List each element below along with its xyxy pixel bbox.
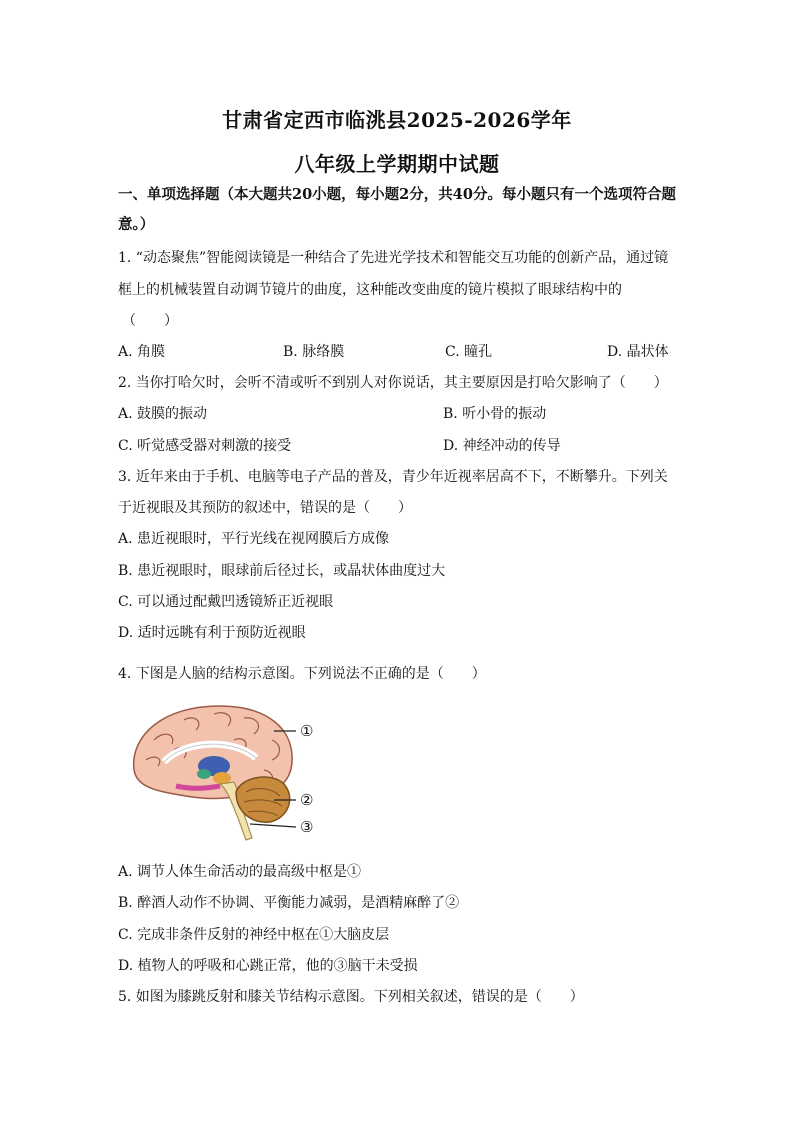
question-4-option-a: A. 调节人体生命活动的最高级中枢是①: [118, 864, 362, 880]
question-2-option-d: D. 神经冲动的传导: [443, 438, 561, 454]
figure-label-2: ②: [300, 791, 314, 809]
question-3-option-b: B. 患近视眼时，眼球前后径过长，或晶状体曲度过大: [118, 563, 446, 579]
figure-label-1: ①: [300, 722, 314, 740]
section-heading: 一、单项选择题（本大题共20小题，每小题2分，共40分。每小题只有一个选项符合题意。）: [118, 186, 676, 233]
question-4-stem: 4. 下图是人脑的结构示意图。下列说法不正确的是（ ）: [118, 666, 486, 682]
question-1-stem-line-3: （ ）: [122, 313, 178, 329]
question-3-stem-line-2: 于近视眼及其预防的叙述中，错误的是（ ）: [118, 500, 412, 516]
question-3-option-d: D. 适时远眺有利于预防近视眼: [118, 625, 306, 641]
question-1-option-d: D. 晶状体: [607, 344, 669, 360]
midbrain: [197, 769, 211, 779]
question-1-option-b: B. 脉络膜: [283, 344, 345, 360]
brain-diagram: [124, 700, 324, 845]
question-5-stem: 5. 如图为膝跳反射和膝关节结构示意图。下列相关叙述，错误的是（ ）: [118, 989, 584, 1005]
document-title: 甘肃省定西市临洮县2025-2026学年: [222, 108, 572, 132]
question-3-option-a: A. 患近视眼时，平行光线在视网膜后方成像: [118, 531, 390, 547]
question-2-option-b: B. 听小骨的振动: [443, 406, 547, 422]
question-1-option-a: A. 角膜: [118, 344, 166, 360]
pink-tract: [176, 786, 220, 788]
question-1-stem-line-2: 框上的机械装置自动调节镜片的曲度，这种能改变曲度的镜片模拟了眼球结构中的: [118, 282, 622, 298]
question-1-stem-line-1: 1. “动态聚焦”智能阅读镜是一种结合了先进光学技术和智能交互功能的创新产品，通过镜: [118, 250, 669, 266]
question-1-option-c: C. 瞳孔: [445, 344, 493, 360]
question-4-option-d: D. 植物人的呼吸和心跳正常，他的③脑干未受损: [118, 958, 418, 974]
question-2-option-a: A. 鼓膜的振动: [118, 406, 208, 422]
question-2-stem: 2. 当你打哈欠时，会听不清或听不到别人对你说话，其主要原因是打哈欠影响了（ ）: [118, 375, 668, 391]
leader-line-3: [250, 824, 296, 827]
question-4-option-b: B. 醉酒人动作不协调、平衡能力减弱，是酒精麻醉了②: [118, 895, 460, 911]
question-4-option-c: C. 完成非条件反射的神经中枢在①大脑皮层: [118, 927, 390, 943]
figure-label-3: ③: [300, 818, 314, 836]
hypothalamus: [213, 772, 231, 784]
question-2-option-c: C. 听觉感受器对刺激的接受: [118, 438, 292, 454]
document-subtitle: 八年级上学期期中试题: [294, 152, 500, 176]
question-3-stem-line-1: 3. 近年来由于手机、电脑等电子产品的普及，青少年近视率居高不下，不断攀升。下列关: [118, 469, 668, 485]
question-3-option-c: C. 可以通过配戴凹透镜矫正近视眼: [118, 594, 334, 610]
